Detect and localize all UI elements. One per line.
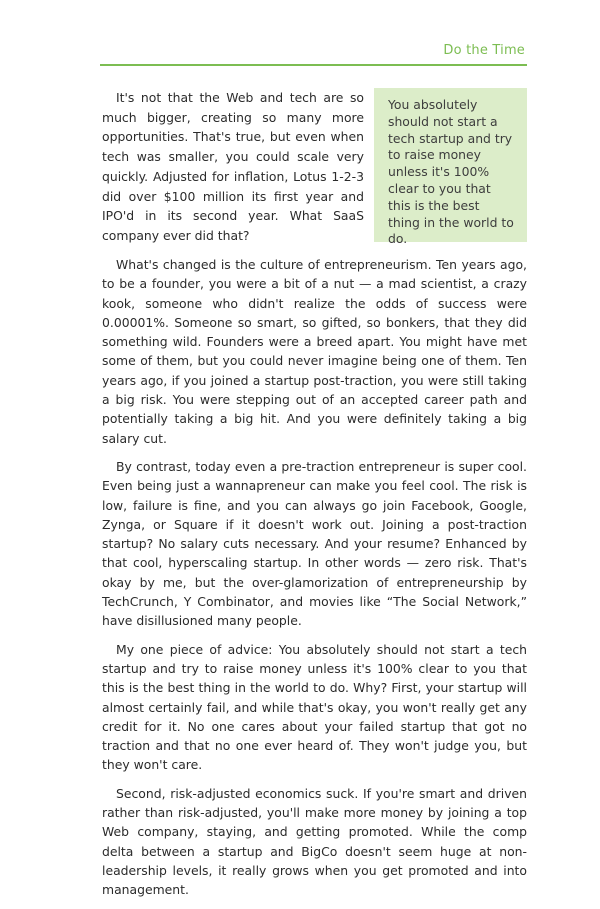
body-paragraph: By contrast, today even a pre-traction entrepreneur is super cool. Even being just a wannapreneur can make you feel cool. The risk is low, failure is fine, and you can always go join Facebook, Google, Zynga, or Square if it doesn't work out. Joining a post-traction startup? No salary cuts necessary. And your resume? Enhanced by that cool, hyperscaling startup. In other words — zero risk. That's okay by me, but the over-glamorization of entrepreneurship by TechCrunch, Y Combinator, and movies like “The Social Network,” have disillusioned many people. xyxy=(102,458,527,629)
intro-paragraph: It's not that the Web and tech are so much bigger, creating so many more opportunities. That's true, but even when tech was smaller, you could scale very quickly. Adjusted for inflation, Lotus 1-2-3 did over $100 million its first year and IPO'd in its second year. What SaaS company ever did that? xyxy=(102,90,364,243)
body-paragraph: Second, risk-adjusted economics suck. If you're smart and driven rather than risk-adjusted, you'll make more money by joining a top Web company, staying, and getting promoted. While the comp delta between a startup and BigCo doesn't seem huge at non-leadership levels, it really grows when you get promoted and into management. xyxy=(102,785,527,898)
running-header-title: Do the Time xyxy=(443,43,525,58)
header-rule xyxy=(100,64,527,66)
pull-quote-text: You absolutely should not start a tech startup and try to raise money unless it's 100% clear to you that this is the best thing in the world to do. xyxy=(388,97,514,247)
body-text xyxy=(102,255,527,909)
body-paragraph: My one piece of advice: You absolutely should not start a tech startup and try to raise money unless it's 100% clear to you that this is the best thing in the world to do. Why? First, your startup will almost certainly fail, and while that's okay, you won't really get any credit for it. No one cares about your failed startup that got no traction and that no one ever heard of. They won't judge you, but they won't care. xyxy=(102,641,527,773)
body-paragraph: What's changed is the culture of entrepreneurism. Ten years ago, to be a founder, you were a bit of a nut — a mad scientist, a crazy kook, someone who didn't realize the odds of success were 0.00001%. Someone so smart, so gifted, so bonkers, that they did something wild. Founders were a breed apart. You might have met some of them, but you could never imagine being one of them. Ten years ago, if you joined a startup post-traction, you were still taking a big risk. You were stepping out of an accepted career path and potentially taking a big hit. And you were definitely taking a big salary cut. xyxy=(102,257,527,446)
pull-quote-callout xyxy=(374,88,527,247)
